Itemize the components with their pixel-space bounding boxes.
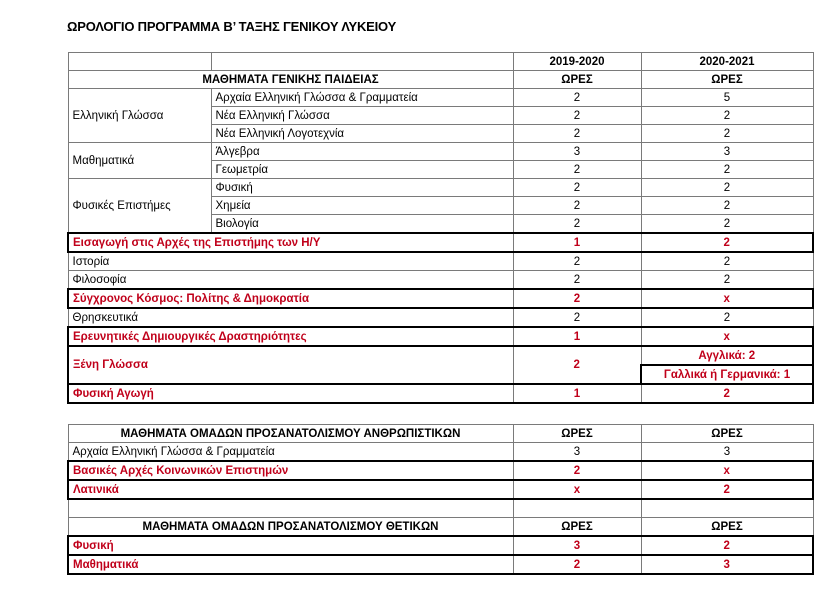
subject-name: Λατινικά [68, 480, 513, 499]
group-label: Ελληνική Γλώσσα [68, 89, 211, 143]
hours-2020: 2 [641, 179, 813, 197]
general-education-table [67, 52, 814, 404]
hours-2019: 1 [513, 327, 641, 346]
sciences-header-row [68, 518, 813, 537]
hours-2020: 2 [641, 271, 813, 290]
subject-name: Σύγχρονος Κόσμος: Πολίτης & Δημοκρατία [68, 289, 513, 308]
hours-2019: 2 [513, 346, 641, 384]
table-row [68, 89, 813, 107]
hours-2019: 3 [513, 443, 641, 462]
hours-2019: 2 [513, 125, 641, 143]
hours-2020: x [641, 327, 813, 346]
sciences-section-header: ΜΑΘΗΜΑΤΑ ΟΜΑΔΩΝ ΠΡΟΣΑΝΑΤΟΛΙΣΜΟΥ ΘΕΤΙΚΩΝ [68, 518, 513, 537]
hours-2019: 2 [513, 161, 641, 179]
subject-name: Φυσική [211, 179, 513, 197]
subject-name: Φιλοσοφία [68, 271, 513, 290]
hours-2019: 2 [513, 197, 641, 215]
table-row [68, 271, 813, 290]
humanities-header-row [68, 425, 813, 443]
table-row-highlighted [68, 289, 813, 308]
hours-2019: 2 [513, 89, 641, 107]
hours-2020: 2 [641, 384, 813, 403]
hours-2020: 2 [641, 233, 813, 252]
hours-2019: 2 [513, 555, 641, 574]
table-row [68, 443, 813, 462]
subject-name: Φυσική Αγωγή [68, 384, 513, 403]
hours-2019: 2 [513, 308, 641, 327]
hours-2019: 2 [513, 215, 641, 234]
hours-2020: 3 [641, 443, 813, 462]
years-row [68, 53, 813, 71]
subject-name: Εισαγωγή στις Αρχές της Επιστήμης των Η/Υ [68, 233, 513, 252]
table-row-highlighted [68, 384, 813, 403]
hours-2020: 2 [641, 215, 813, 234]
hours-2020: 3 [641, 555, 813, 574]
subject-name: Θρησκευτικά [68, 308, 513, 327]
hours-2020: 2 [641, 252, 813, 271]
hours-2020-english: Αγγλικά: 2 [641, 346, 813, 365]
table-row-highlighted [68, 327, 813, 346]
hours-header: ΩΡΕΣ [513, 425, 641, 443]
subject-name: Άλγεβρα [211, 143, 513, 161]
table-row [68, 179, 813, 197]
table-row [68, 143, 813, 161]
subject-name: Φυσική [68, 536, 513, 555]
table-row-highlighted [68, 555, 813, 574]
hours-2020: 2 [641, 197, 813, 215]
hours-2019: 2 [513, 252, 641, 271]
hours-2020: 5 [641, 89, 813, 107]
hours-2019: 2 [513, 107, 641, 125]
subject-name: Χημεία [211, 197, 513, 215]
subject-name: Νέα Ελληνική Λογοτεχνία [211, 125, 513, 143]
table-row-highlighted [68, 233, 813, 252]
table-row [68, 252, 813, 271]
hours-2019: 2 [513, 271, 641, 290]
hours-2020: x [641, 461, 813, 480]
subject-name: Γεωμετρία [211, 161, 513, 179]
hours-2019: 1 [513, 233, 641, 252]
hours-2019: x [513, 480, 641, 499]
year-2020-header: 2020-2021 [641, 53, 813, 71]
subject-name: Ιστορία [68, 252, 513, 271]
document-title: ΩΡΟΛΟΓΙΟ ΠΡΟΓΡΑΜΜΑ Β’ ΤΑΞΗΣ ΓΕΝΙΚΟΥ ΛΥΚΕΙΟΥ [67, 19, 397, 34]
year-2019-header: 2019-2020 [513, 53, 641, 71]
table-row-highlighted [68, 346, 813, 365]
hours-2019: 2 [513, 179, 641, 197]
subject-name: Αρχαία Ελληνική Γλώσσα & Γραμματεία [211, 89, 513, 107]
table-row-highlighted [68, 536, 813, 555]
hours-2020-french-german: Γαλλικά ή Γερμανικά: 1 [641, 365, 813, 384]
hours-header: ΩΡΕΣ [641, 71, 813, 89]
general-section-header: ΜΑΘΗΜΑΤΑ ΓΕΝΙΚΗΣ ΠΑΙΔΕΙΑΣ [68, 71, 513, 89]
hours-header: ΩΡΕΣ [513, 71, 641, 89]
hours-2020: 2 [641, 161, 813, 179]
hours-2020: 2 [641, 480, 813, 499]
hours-2019: 2 [513, 461, 641, 480]
hours-header: ΩΡΕΣ [641, 425, 813, 443]
hours-2020: 3 [641, 143, 813, 161]
hours-2020: x [641, 289, 813, 308]
hours-2020: 2 [641, 107, 813, 125]
humanities-section-header: ΜΑΘΗΜΑΤΑ ΟΜΑΔΩΝ ΠΡΟΣΑΝΑΤΟΛΙΣΜΟΥ ΑΝΘΡΩΠΙΣΤΙΚΩΝ [68, 425, 513, 443]
subject-name: Ερευνητικές Δημιουργικές Δραστηριότητες [68, 327, 513, 346]
hours-header: ΩΡΕΣ [641, 518, 813, 537]
hours-header: ΩΡΕΣ [513, 518, 641, 537]
general-header-row [68, 71, 813, 89]
subject-name: Βασικές Αρχές Κοινωνικών Επιστημών [68, 461, 513, 480]
table-row [68, 308, 813, 327]
group-label: Μαθηματικά [68, 143, 211, 179]
hours-2019: 3 [513, 143, 641, 161]
table-row-highlighted [68, 461, 813, 480]
subject-name: Μαθηματικά [68, 555, 513, 574]
subject-name: Βιολογία [211, 215, 513, 234]
hours-2019: 3 [513, 536, 641, 555]
orientation-groups-table [67, 424, 814, 575]
hours-2020: 2 [641, 536, 813, 555]
subject-name: Αρχαία Ελληνική Γλώσσα & Γραμματεία [68, 443, 513, 462]
hours-2020: 2 [641, 308, 813, 327]
spacer-row [68, 499, 813, 518]
hours-2019: 2 [513, 289, 641, 308]
subject-name: Ξένη Γλώσσα [68, 346, 513, 384]
table-row-highlighted [68, 480, 813, 499]
hours-2019: 1 [513, 384, 641, 403]
subject-name: Νέα Ελληνική Γλώσσα [211, 107, 513, 125]
group-label: Φυσικές Επιστήμες [68, 179, 211, 234]
hours-2020: 2 [641, 125, 813, 143]
